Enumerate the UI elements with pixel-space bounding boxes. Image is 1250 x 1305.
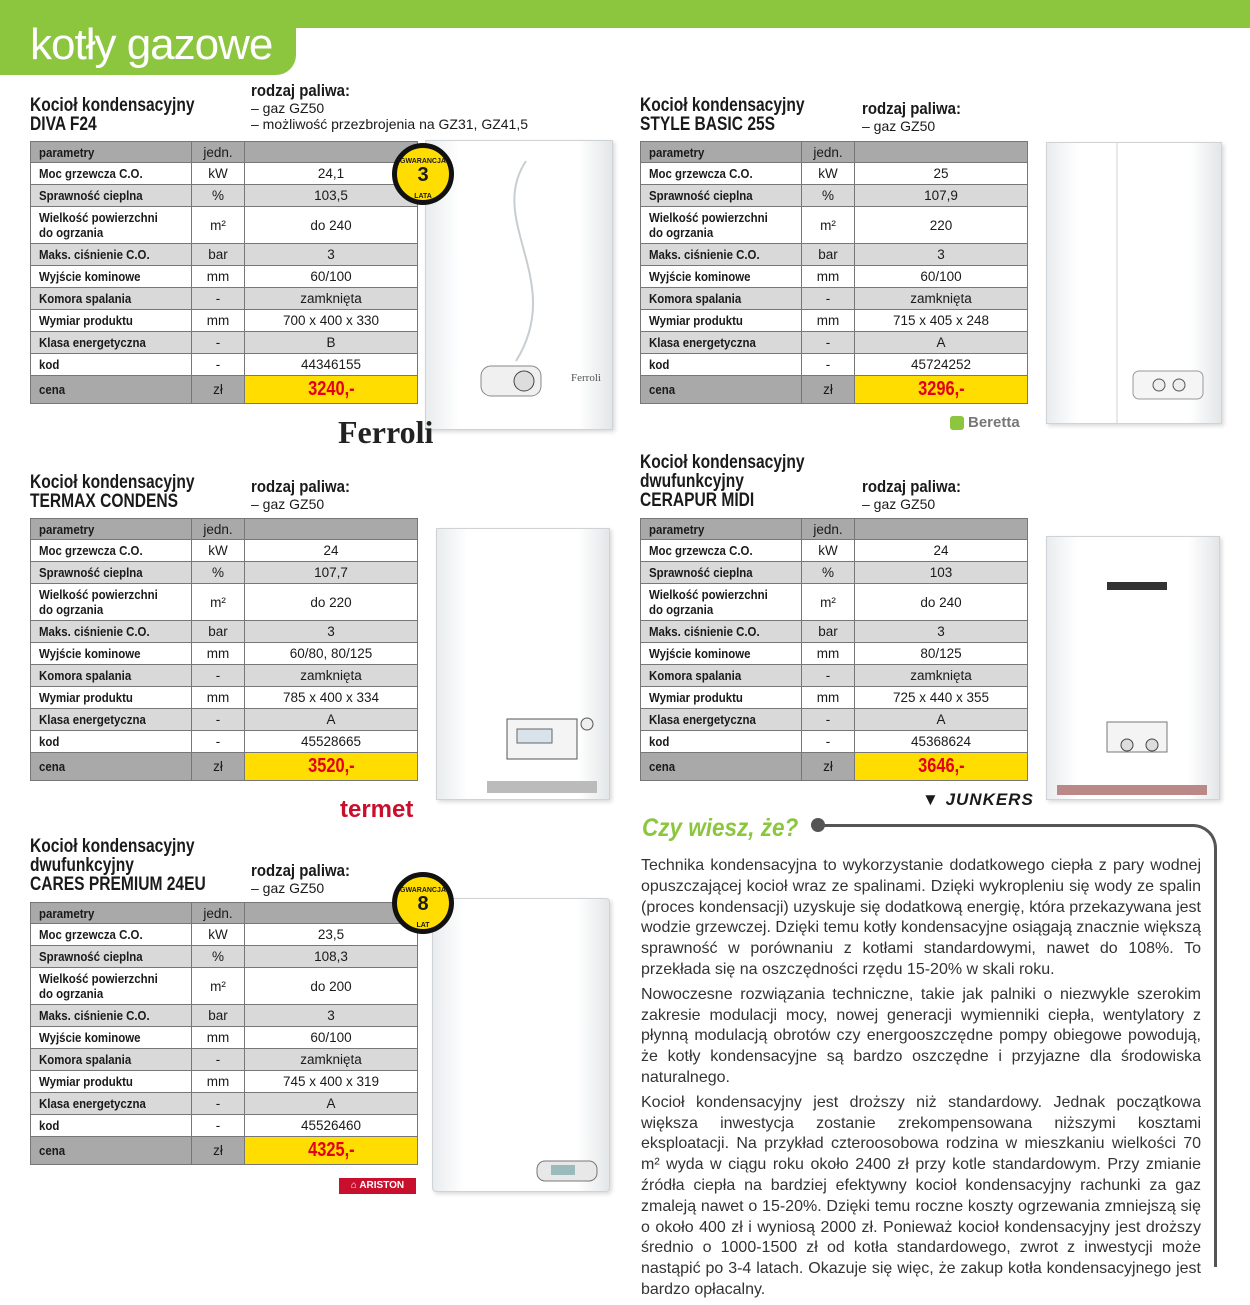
price-value: 3240,- xyxy=(245,376,418,404)
price-label: cena xyxy=(31,376,192,404)
row-unit: - xyxy=(192,354,245,376)
boiler-illustration xyxy=(426,141,612,429)
fuel-info xyxy=(862,478,974,512)
row-name: Moc grzewcza C.O. xyxy=(31,163,192,185)
row-unit: kW xyxy=(802,163,855,185)
info-paragraph: Kocioł kondensacyjny jest droższy niż standardowy. Jednak początkowa większa inwestycja zostanie zrekompensowana niższymi kosztami eksploatacji. Na przykład czteroosobowa rodzina w mieszkaniu wielkości 70 m² wyda w ciągu roku około 2400 zł przy kotle standardowym. Przy zmianie źródła ciepła na bardziej efektywny kocioł kondensacyjny rachunki za gaz zmaleją nawet o 15-20%. Dzięki temu roczne koszty ogrzewania zmniejszą się o około 400 zł i wyniosą 2000 zł. Ponieważ kocioł kondensacyjny jest droższy średnio o 1000-1500 zł od kotła standardowego, zwrot z inwestycji może nastąpić po 3-4 latach. Okazuje się więc, że zakup kotła kondensacyjnego jest bardzo opłacalny. xyxy=(641,1093,1201,1298)
table-row xyxy=(641,731,1028,753)
row-name: Wymiar produktu xyxy=(31,310,192,332)
row-value: 23,5 xyxy=(245,924,418,946)
row-value: 220 xyxy=(855,207,1028,244)
row-value: zamknięta xyxy=(855,665,1028,687)
price-label: cena xyxy=(31,753,192,781)
price-value: 3296,- xyxy=(855,376,1028,404)
row-value: 785 x 400 x 334 xyxy=(245,687,418,709)
row-value: 24,1 xyxy=(245,163,418,185)
header-value xyxy=(855,519,1028,540)
row-unit: - xyxy=(802,354,855,376)
info-paragraph: Nowoczesne rozwiązania techniczne, takie jak palniki o niezwykle szerokim zakresie modulacji mocy, nowej generacji wymienniki ciepła, wentylatory z płynną modulacją obrotów czy energooszczędne pompy obiegowe powodują, że kotły kondensacyjne są bardzo oszczędne i przyjazne dla środowiska naturalnego. xyxy=(641,985,1201,1086)
fuel-label: rodzaj paliwa: xyxy=(251,477,350,496)
table-row xyxy=(31,207,418,244)
fuel-label: rodzaj paliwa: xyxy=(862,477,961,496)
fuel-info xyxy=(251,82,528,132)
row-unit: bar xyxy=(192,621,245,643)
junkers-icon: ▼ xyxy=(922,790,940,809)
price-unit: zł xyxy=(192,1137,245,1165)
row-unit: % xyxy=(192,946,245,968)
price-label: cena xyxy=(31,1137,192,1165)
row-name: Moc grzewcza C.O. xyxy=(641,540,802,562)
table-row xyxy=(641,687,1028,709)
row-unit: kW xyxy=(192,163,245,185)
table-header-row xyxy=(641,142,1028,163)
row-name: Wymiar produktu xyxy=(641,687,802,709)
row-value: 3 xyxy=(855,621,1028,643)
row-name: Wielkość powierzchni do ogrzania xyxy=(31,207,192,244)
fuel-label: rodzaj paliwa: xyxy=(251,81,350,100)
header-value xyxy=(245,519,418,540)
row-unit: - xyxy=(192,1049,245,1071)
row-unit: m² xyxy=(802,207,855,244)
row-name: Komora spalania xyxy=(641,288,802,310)
row-unit: mm xyxy=(802,687,855,709)
table-row xyxy=(641,621,1028,643)
table-row xyxy=(31,1115,418,1137)
price-value: 4325,- xyxy=(245,1137,418,1165)
table-row xyxy=(31,1005,418,1027)
row-unit: mm xyxy=(802,266,855,288)
product-title: Kocioł kondensacyjny dwufunkcyjny CERAPUR MIDI xyxy=(640,452,805,511)
page-title: kotły gazowe xyxy=(30,20,273,69)
row-unit: mm xyxy=(802,310,855,332)
row-name: Klasa energetyczna xyxy=(31,332,192,354)
table-row xyxy=(31,665,418,687)
row-unit: - xyxy=(802,288,855,310)
table-row xyxy=(31,946,418,968)
table-row xyxy=(641,266,1028,288)
row-name: Wyjście kominowe xyxy=(31,266,192,288)
row-name: Wielkość powierzchni do ogrzania xyxy=(641,207,802,244)
row-value: 80/125 xyxy=(855,643,1028,665)
table-row xyxy=(31,163,418,185)
row-value: A xyxy=(855,332,1028,354)
row-value: do 200 xyxy=(245,968,418,1005)
table-header-row xyxy=(641,519,1028,540)
fuel-line: – gaz GZ50 xyxy=(251,100,325,116)
row-unit: mm xyxy=(192,310,245,332)
warranty-badge xyxy=(392,143,454,205)
price-row xyxy=(31,1137,418,1165)
badge-text: GWARANCJA xyxy=(400,158,446,165)
row-unit: m² xyxy=(192,968,245,1005)
header-unit: jedn. xyxy=(802,142,855,163)
row-value: 45526460 xyxy=(245,1115,418,1137)
spec-table xyxy=(30,902,418,1165)
row-value: 3 xyxy=(245,621,418,643)
row-unit: - xyxy=(192,288,245,310)
header-param: parametry xyxy=(641,519,802,540)
boiler-illustration xyxy=(433,899,609,1191)
beretta-leaf-icon xyxy=(950,416,964,430)
info-heading: Czy wiesz, że? xyxy=(642,814,799,842)
row-name: kod xyxy=(31,1115,192,1137)
row-unit: - xyxy=(802,665,855,687)
header-unit: jedn. xyxy=(802,519,855,540)
table-header-row xyxy=(31,142,418,163)
row-name: Klasa energetyczna xyxy=(641,332,802,354)
boiler-image xyxy=(425,140,613,430)
row-unit: kW xyxy=(192,924,245,946)
table-row xyxy=(31,288,418,310)
row-value: 725 x 440 x 355 xyxy=(855,687,1028,709)
row-name: Maks. ciśnienie C.O. xyxy=(31,621,192,643)
row-name: Moc grzewcza C.O. xyxy=(641,163,802,185)
table-row xyxy=(31,540,418,562)
badge-number: 8 xyxy=(417,893,429,915)
price-label: cena xyxy=(641,376,802,404)
brand-name: JUNKERS xyxy=(945,790,1034,809)
row-name: kod xyxy=(641,731,802,753)
row-name: kod xyxy=(31,731,192,753)
row-value: 60/80, 80/125 xyxy=(245,643,418,665)
row-unit: bar xyxy=(802,621,855,643)
row-name: kod xyxy=(641,354,802,376)
row-unit: % xyxy=(802,185,855,207)
row-unit: mm xyxy=(802,643,855,665)
boiler-illustration xyxy=(1047,537,1219,799)
product-title: Kocioł kondensacyjny TERMAX CONDENS xyxy=(30,472,195,512)
boiler-illustration xyxy=(1047,143,1221,423)
fuel-line: – gaz GZ50 xyxy=(251,496,325,512)
table-row xyxy=(641,207,1028,244)
table-row xyxy=(31,924,418,946)
table-row xyxy=(641,540,1028,562)
boiler-image xyxy=(432,898,610,1192)
table-row xyxy=(641,288,1028,310)
fuel-info xyxy=(251,862,363,896)
table-row xyxy=(641,643,1028,665)
spec-table xyxy=(640,141,1028,404)
row-value: 60/100 xyxy=(245,1027,418,1049)
boiler-image xyxy=(1046,536,1220,800)
row-value: 103,5 xyxy=(245,185,418,207)
brand-logo: termet xyxy=(340,796,414,823)
row-name: Wielkość powierzchni do ogrzania xyxy=(31,584,192,621)
row-name: Komora spalania xyxy=(31,1049,192,1071)
row-unit: - xyxy=(192,709,245,731)
row-name: Wyjście kominowe xyxy=(641,643,802,665)
row-value: 108,3 xyxy=(245,946,418,968)
row-unit: % xyxy=(802,562,855,584)
svg-text:Ferroli: Ferroli xyxy=(571,372,601,384)
row-unit: mm xyxy=(192,643,245,665)
row-value: zamknięta xyxy=(245,288,418,310)
row-value: 44346155 xyxy=(245,354,418,376)
row-name: Moc grzewcza C.O. xyxy=(31,924,192,946)
table-row xyxy=(641,185,1028,207)
price-unit: zł xyxy=(802,376,855,404)
row-value: B xyxy=(245,332,418,354)
table-header-row xyxy=(31,519,418,540)
row-unit: - xyxy=(192,1115,245,1137)
row-value: 103 xyxy=(855,562,1028,584)
row-name: Klasa energetyczna xyxy=(31,1093,192,1115)
table-row xyxy=(31,266,418,288)
table-row xyxy=(31,310,418,332)
badge-text: GWARANCJA xyxy=(400,887,446,894)
brand-name: Beretta xyxy=(968,414,1020,431)
fuel-line: – możliwość przezbrojenia na GZ31, GZ41,5 xyxy=(251,116,529,132)
brand-logo xyxy=(339,1178,416,1194)
spec-table xyxy=(640,518,1028,781)
row-name: Komora spalania xyxy=(641,665,802,687)
table-row xyxy=(641,354,1028,376)
row-value: A xyxy=(245,709,418,731)
row-value: 45368624 xyxy=(855,731,1028,753)
row-name: Wyjście kominowe xyxy=(641,266,802,288)
row-unit: mm xyxy=(192,1027,245,1049)
price-label: cena xyxy=(641,753,802,781)
row-name: kod xyxy=(31,354,192,376)
product-title: Kocioł kondensacyjny DIVA F24 xyxy=(30,95,195,135)
product-title: Kocioł kondensacyjny dwufunkcyjny CARES PREMIUM 24EU xyxy=(30,836,206,895)
table-row xyxy=(31,968,418,1005)
row-unit: bar xyxy=(192,244,245,266)
table-row xyxy=(31,1027,418,1049)
row-value: 107,9 xyxy=(855,185,1028,207)
brand-logo xyxy=(922,790,1034,810)
table-row xyxy=(31,1049,418,1071)
table-row xyxy=(31,244,418,266)
row-unit: m² xyxy=(192,207,245,244)
fuel-line: – gaz GZ50 xyxy=(862,118,936,134)
fuel-line: – gaz GZ50 xyxy=(862,496,936,512)
brand-logo xyxy=(950,414,1020,431)
row-unit: - xyxy=(802,709,855,731)
row-value: A xyxy=(245,1093,418,1115)
price-row xyxy=(31,376,418,404)
row-value: 60/100 xyxy=(855,266,1028,288)
row-unit: - xyxy=(192,332,245,354)
header-unit: jedn. xyxy=(192,519,245,540)
table-row xyxy=(31,687,418,709)
price-unit: zł xyxy=(192,753,245,781)
row-unit: % xyxy=(192,562,245,584)
brand-name: ARISTON xyxy=(359,1180,405,1191)
row-value: 24 xyxy=(855,540,1028,562)
header-param: parametry xyxy=(31,519,192,540)
price-row xyxy=(31,753,418,781)
fuel-label: rodzaj paliwa: xyxy=(862,99,961,118)
row-value: 3 xyxy=(855,244,1028,266)
row-name: Maks. ciśnienie C.O. xyxy=(641,244,802,266)
table-row xyxy=(31,643,418,665)
table-row xyxy=(31,709,418,731)
row-value: 60/100 xyxy=(245,266,418,288)
row-name: Wielkość powierzchni do ogrzania xyxy=(31,968,192,1005)
table-row xyxy=(31,731,418,753)
row-value: do 220 xyxy=(245,584,418,621)
boiler-image xyxy=(1046,142,1222,424)
table-header-row xyxy=(31,903,418,924)
table-row xyxy=(641,244,1028,266)
table-row xyxy=(641,665,1028,687)
row-unit: - xyxy=(802,332,855,354)
product-title: Kocioł kondensacyjny STYLE BASIC 25S xyxy=(640,95,805,135)
badge-unit: LAT xyxy=(416,922,430,929)
row-name: Komora spalania xyxy=(31,288,192,310)
price-row xyxy=(641,376,1028,404)
row-name: Klasa energetyczna xyxy=(641,709,802,731)
row-unit: mm xyxy=(192,1071,245,1093)
row-name: Wymiar produktu xyxy=(31,1071,192,1093)
row-name: Sprawność cieplna xyxy=(31,562,192,584)
header-unit: jedn. xyxy=(192,142,245,163)
table-row xyxy=(641,584,1028,621)
row-unit: m² xyxy=(802,584,855,621)
table-row xyxy=(31,1071,418,1093)
row-name: Maks. ciśnienie C.O. xyxy=(641,621,802,643)
table-row xyxy=(31,185,418,207)
row-name: Wymiar produktu xyxy=(31,687,192,709)
header-value xyxy=(245,142,418,163)
row-unit: - xyxy=(192,1093,245,1115)
row-unit: bar xyxy=(802,244,855,266)
table-row xyxy=(31,621,418,643)
row-name: Wymiar produktu xyxy=(641,310,802,332)
table-row xyxy=(31,354,418,376)
row-unit: kW xyxy=(192,540,245,562)
row-unit: - xyxy=(802,731,855,753)
boiler-image xyxy=(436,528,610,800)
row-value: 107,7 xyxy=(245,562,418,584)
row-value: 715 x 405 x 248 xyxy=(855,310,1028,332)
row-value: zamknięta xyxy=(855,288,1028,310)
row-value: 45528665 xyxy=(245,731,418,753)
header-value xyxy=(855,142,1028,163)
price-row xyxy=(641,753,1028,781)
header-param: parametry xyxy=(641,142,802,163)
price-value: 3520,- xyxy=(245,753,418,781)
row-value: 45724252 xyxy=(855,354,1028,376)
price-unit: zł xyxy=(192,376,245,404)
row-unit: bar xyxy=(192,1005,245,1027)
row-name: Wyjście kominowe xyxy=(31,643,192,665)
fuel-label: rodzaj paliwa: xyxy=(251,861,350,880)
header-unit: jedn. xyxy=(192,903,245,924)
table-row xyxy=(31,1093,418,1115)
ariston-house-icon: ⌂ xyxy=(350,1180,357,1191)
row-name: Sprawność cieplna xyxy=(31,946,192,968)
row-name: Wyjście kominowe xyxy=(31,1027,192,1049)
row-value: 24 xyxy=(245,540,418,562)
table-row xyxy=(641,332,1028,354)
price-value: 3646,- xyxy=(855,753,1028,781)
table-row xyxy=(31,332,418,354)
row-value: 745 x 400 x 319 xyxy=(245,1071,418,1093)
brand-logo: Ferroli xyxy=(338,414,434,450)
boiler-illustration xyxy=(437,529,609,799)
info-text xyxy=(641,856,1201,1305)
row-value: zamknięta xyxy=(245,1049,418,1071)
row-value: 3 xyxy=(245,244,418,266)
row-value: do 240 xyxy=(855,584,1028,621)
header-param: parametry xyxy=(31,142,192,163)
spec-table xyxy=(30,141,418,404)
row-unit: kW xyxy=(802,540,855,562)
badge-number: 3 xyxy=(417,164,429,186)
table-row xyxy=(641,709,1028,731)
fuel-line: – gaz GZ50 xyxy=(251,880,325,896)
row-name: Sprawność cieplna xyxy=(641,562,802,584)
row-name: Maks. ciśnienie C.O. xyxy=(31,244,192,266)
header-param: parametry xyxy=(31,903,192,924)
table-row xyxy=(31,584,418,621)
row-value: 700 x 400 x 330 xyxy=(245,310,418,332)
row-name: Sprawność cieplna xyxy=(641,185,802,207)
row-name: Wielkość powierzchni do ogrzania xyxy=(641,584,802,621)
warranty-badge xyxy=(392,872,454,934)
row-name: Komora spalania xyxy=(31,665,192,687)
info-paragraph: Technika kondensacyjna to wykorzystanie dodatkowego ciepła z pary wodnej opuszczającej kocioł wraz ze spalinami. Dzięki wykropleniu się wody ze spalin (proces kondensacji) uzyskuje się dodatkową energię, która przekazywana jest wodzie grzewczej. Dzięki temu kotły kondensacyjne osiągają znacznie większą sprawność w porównaniu z kotłami standardowymi, nawet do 108%. To przekłada się na oszczędności rzędu 15-20% w skali roku. xyxy=(641,857,1201,978)
row-unit: mm xyxy=(192,266,245,288)
row-value: 25 xyxy=(855,163,1028,185)
row-unit: - xyxy=(192,665,245,687)
price-unit: zł xyxy=(802,753,855,781)
table-row xyxy=(641,310,1028,332)
row-name: Moc grzewcza C.O. xyxy=(31,540,192,562)
spec-table xyxy=(30,518,418,781)
table-row xyxy=(31,562,418,584)
row-name: Maks. ciśnienie C.O. xyxy=(31,1005,192,1027)
row-value: do 240 xyxy=(245,207,418,244)
row-value: 3 xyxy=(245,1005,418,1027)
table-row xyxy=(641,562,1028,584)
badge-unit: LATA xyxy=(414,193,432,200)
row-unit: % xyxy=(192,185,245,207)
row-unit: mm xyxy=(192,687,245,709)
row-value: A xyxy=(855,709,1028,731)
row-name: Sprawność cieplna xyxy=(31,185,192,207)
row-unit: - xyxy=(192,731,245,753)
row-name: Klasa energetyczna xyxy=(31,709,192,731)
fuel-info xyxy=(862,100,974,134)
table-row xyxy=(641,163,1028,185)
row-value: zamknięta xyxy=(245,665,418,687)
fuel-info xyxy=(251,478,363,512)
row-unit: m² xyxy=(192,584,245,621)
